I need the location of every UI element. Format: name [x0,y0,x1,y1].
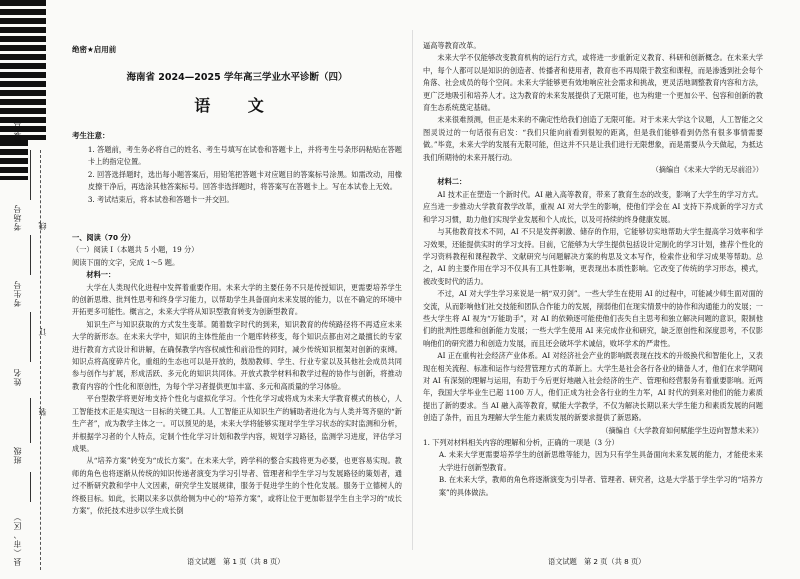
paragraph: 逼高等教育改革。 [423,41,481,50]
exam-number-field [30,235,31,275]
paragraph: 不过，AI 对大学生学习来说是一柄“双刃剑”。一些大学生在使用 AI 的过程中，可能减少师生面对面的交流，从而影响他们社交技能和团队合作能力的发展，削弱他们在现实情景中的协作和沟通能力的发展；一些大学生将 AI 视为“万能助手”，对 AI 的依赖逐可能使他们丧失自主思考和独立解决问题的意识，限制他们的批判性思维和创新能力发展；一些大学生使用 AI 来完成作业和研究，缺乏原创性和深度思考，不仅影响他们的研究潜力和创造力发展，而且还会破坏学术诚信，败坏学术的严肃性。 [423,289,763,348]
left-column [72,0,402,579]
paragraph: 大学在人类现代化进程中发挥着重要作用。未来大学的主要任务不只是传授知识，更需要培养学生的创新思维、批判性思考和终身学习能力，以帮助学生具备面向未来发展的能力，以在不确定的环境中开拓更多可能性。概言之，未来大学将从知识型教育转变为创新型教育。 [72,282,402,317]
name-field [30,398,31,443]
name-label: 姓名 [13,368,22,386]
secret-mark: 绝密★启用前 [72,45,117,54]
seat-label: 考生号 [13,280,22,307]
reading-section [72,232,402,517]
notice-list [72,144,402,206]
seal-char-ding: 订 [38,328,47,336]
binding-margin [0,0,46,579]
notice-item: 1. 答题前，考生务必将自己的姓名、考生号填写在试卷和答题卡上，并将考生号条形码粘贴在答题卡上的指定位置。 [87,145,402,167]
paragraph: AI 正在重构社会经济产业体系。AI 对经济社会产业的影响既表现在技术的升级换代和智能化上，又表现在相关流程、标准和运作与经营管理方式的革新上。大学生是社会各行各业的储备人才，他们在求学期间对 AI 有深刻的理解与运用，有助于今后更好地融入社会经济的生产、管理和经营服务有着重要影响。近两年，我国大学毕业生已超 1100 万人，他们正成为社会各行业的生力军，AI 时代的到来对他们的能力素质提出了新的要求。当 AI 融入高等教育，赋能大学教学，不仅为解决长期以来大学生能力和素质发展的问题创造了条件，而且为理解大学生能力素质发展的新要求提供了新思路。 [423,351,763,423]
paragraph: 未来很难预测，但正是未来的不确定性给我们创造了无限可能。对于未来大学这个议题，人工智能之父图灵说过的一句话很有启发：“我们只能向前看到很短的距离，但是我们能够看到仍然有很多事情需要做。”毕竟，未来大学的发展有无限可能，但这并不只是让我们进行无限想象，而是需要从今天做起，为抵达我们所期待的未来开展行动。 [423,115,763,162]
section-instruction: 阅读下面的文字，完成 1～5 题。 [72,257,180,267]
source-citation: （摘编自《大学教育如何赋能学生迈向智慧未来》） [601,425,763,435]
exam-room-label: 监考号 [13,118,22,145]
paragraph: 平台型教学将更好地支持个性化与虚拟化学习。个性化学习或将成为未来大学教育模式的核心，人工智能技术正是实现这一目标的关键工具。人工智能正从知识生产的辅助者进化为与人类并驾齐驱的“新生产者”，成为教学主体之一。可以预见的是，未来大学将能够实现对学生学习状态的实时监测和分析，并根据学习者的个人特点，定制个性化学习计划和教学内容，规划学习路径，监测学习进度，评估学习成果。 [72,394,402,453]
material-label: 材料一： [86,270,116,280]
section-subheading: （一）阅读 Ⅰ（本题共 5 小题，19 分） [72,245,199,255]
seal-char-zhuang: 装 [38,408,47,416]
notice-heading: 考生注意： [72,131,110,140]
class-field [30,472,31,502]
exam-number-label: 考场号 [13,204,22,231]
barcode-stripes [0,0,46,140]
exam-room-field [30,150,31,200]
material-label: 材料二： [437,177,467,187]
source-citation: （摘编自《未来大学的无尽前沿》） [651,165,763,175]
paragraph: 从“培养方案”转变为“成长方案”。在未来大学，跨学科的整合实践将更为必要，也更容易实现。教师的角色也将逐渐从传统的知识传递者演变为学习引导者、管理者和学生学习与发展路径的策划者，通过不断研究教和学中人文因素，研究学生发展规律，服务于促进学生的个性化发展。服务于立德树人的终极目标。如此，长期以来多以供给侧为中心的“培养方案”，或将让位于更加彰显学生自主学习的“成长方案”，依托技术进步以学生成长倒 [72,456,402,515]
seal-dashed-line [40,150,41,570]
notice-item: 3. 考试结束后，将本试卷和答题卡一并交回。 [87,194,234,204]
seat-field [30,312,31,362]
right-text [423,40,763,499]
exam-title: 海南省 2024—2025 学年高三学业水平诊断（四） [126,72,348,83]
page-divider [412,30,413,550]
seal-char-xian: 线 [38,222,47,230]
paragraph: 与其他教育技术不同，AI 不只是发挥刺激、储存的作用，它能够切实地帮助大学生提高学习效率和学习效果，还能提供实时的学习支持。目前，它能够为大学生提供包括设计定制化的学习计划，推荐个性化的学习资料教程和课程教学、文献研究与问题解决方案的构思及文本写作，检索作业和学习成果等帮助。总之，AI 的主要作用在学习不仅具有工具性影响，更表现出本质性影响。它改变了传统的学习形态，模式，被改变时代的活力。 [423,227,763,286]
right-column [423,0,763,579]
question-option: A. 未来大学更需要培养学生的创新思维等能力，因为只有学生具备面向未来发展的能力，才能使未来大学进行创新型教育。 [438,450,763,472]
notice-item: 2. 回答选择题时，选出每小题答案后，用铅笔把答题卡对应题目的答案标号涂黑。如需改动，用橡皮擦干净后，再选涂其他答案标号。回答非选择题时，将答案写在答题卡上。写在本试卷上无效。 [87,169,402,192]
question-stem: 1. 下列对材料相关内容的理解和分析，正确的一项是（3 分） [423,438,619,447]
class-label: 班级 [13,446,22,464]
paragraph: 知识生产与知识获取的方式发生变革。随着数字时代的到来，知识教育的传统路径将不再适应未来大学的新形态。在未来大学中，知识的主体性能由一个题库转移变，每个知识点都由对之最擅长的专家进行教育方式设计和讲解，在确保教学内容权威性和前沿性的同时，减少传统知识框架对创新的束缚。知识点将高度碎片化，重组的生态也可以是开放的，鼓励教师、学生、行业专家以及其他社会成员共同参与创作与扩展，形成活跃、多元化的知识共同体。开放式教学材料和教学过程的协作与创新，将推动教育内容的个性化和原创性，为每个学习者提供更加丰富、多元和高质量的学习体验。 [72,319,402,391]
question-option: B. 在未来大学，教师的角色将逐渐演变为引导者、管理者、研究者，这是大学基于学生学习的“培养方案”的具体做法。 [438,475,763,497]
page-footer-right: 语文试题 第 2 页（共 8 页） [548,557,646,566]
county-label: 县（市、区） [13,512,22,566]
section-heading: 一、阅读（70 分） [72,233,135,242]
subject-title: 语 文 [194,96,280,115]
page-footer-left: 语文试题 第 1 页（共 8 页） [187,557,285,566]
paragraph: 未来大学不仅能够改变教育机构的运行方式，或将进一步重新定义教育、科研和创新概念。在未来大学中，每个人都可以是知识的创造者、传播者和使用者，教育也不再局限于教室和课程，而是渗透到社会每个角落、社会成员的每个空间。未来大学能够更有效地响应社会需求和挑战，更灵活地调整教育内容和方法，更广泛地吸引和培养人才。这为教育的未来发展提供了无限可能，也为构建一个更加公平、包容和创新的教育生态系统奠定基础。 [423,53,763,113]
paragraph: AI 技术正在塑造一个新时代。AI 融入高等教育，带来了教育生态的改变，影响了大学生的学习方式。应当进一步推动大学教育教学改革，重视 AI 对大学生的影响，使他们学会在 AI 支持下养成新的学习方式和学习习惯，助力他们实现学业发展和个人成长，以及可持续的终身健康发展。 [423,189,763,224]
barcode-stripes-lower [0,140,28,180]
